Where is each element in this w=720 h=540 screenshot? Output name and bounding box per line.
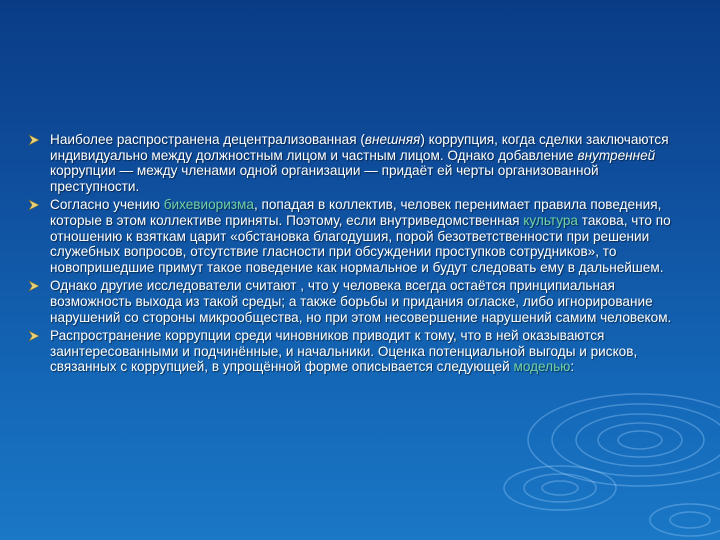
bullet-item-1 (28, 132, 688, 194)
arrow-bullet-icon (28, 199, 40, 211)
bullet-item-4 (28, 328, 688, 375)
arrow-bullet-icon (28, 134, 40, 146)
arrow-bullet-icon (28, 330, 40, 342)
bullet-text: Наиболее распространена децентрализованная ( (50, 132, 365, 147)
bullet-text: ) коррупция, когда сделки заключаются индивидуально между должностным лицом и частным лицом. Однако добавление (50, 132, 669, 163)
link-model[interactable]: моделью (513, 359, 571, 375)
italic-term-internal: внутренней (577, 147, 656, 163)
arrow-bullet-icon (28, 280, 40, 292)
bullet-text: коррупции — между членами одной организации — придаёт ей черты организованной преступности. (50, 163, 599, 194)
link-behaviorism[interactable]: бихевиоризма (163, 197, 254, 213)
bullet-text: : (570, 359, 575, 375)
bullet-text: Однако другие исследователи считают , что у человека всегда остаётся принципиальная возможность выхода из такой среды; а также борьбы и придания огласке, либо игнорирование нарушений со стороны микрообщества, но при этом несовершение нарушений самим человеком. (50, 278, 672, 325)
bullet-item-2 (28, 197, 688, 275)
bullet-list (28, 132, 688, 378)
bullet-text: , попадая в коллектив, человек перенимает правила поведения, которые в этом коллективе приняты. Поэтому, если внутриведомственная (50, 197, 662, 228)
bullet-text: Согласно учению (50, 197, 164, 213)
bullet-text: Распространение коррупции среди чиновников приводит к тому, что в ней оказываются заинтересованными и подчинённые, и начальники. Оценка потенциальной выгоды и рисков, связанных с коррупцией, в упрощённой форме описывается следующей (50, 328, 638, 375)
italic-term-external: внешняя (364, 132, 421, 147)
bullet-item-3 (28, 278, 688, 325)
bullet-text: такова, что по отношению к взяткам царит «обстановка благодушия, порой безответственности при решении служебных вопросов, отсутствие гласности при обсуждении проступков сотрудников», то новопришедшие примут такое поведение как нормальное и будут следовать ему в дальнейшем. (50, 212, 671, 275)
link-culture[interactable]: культура (523, 212, 578, 228)
